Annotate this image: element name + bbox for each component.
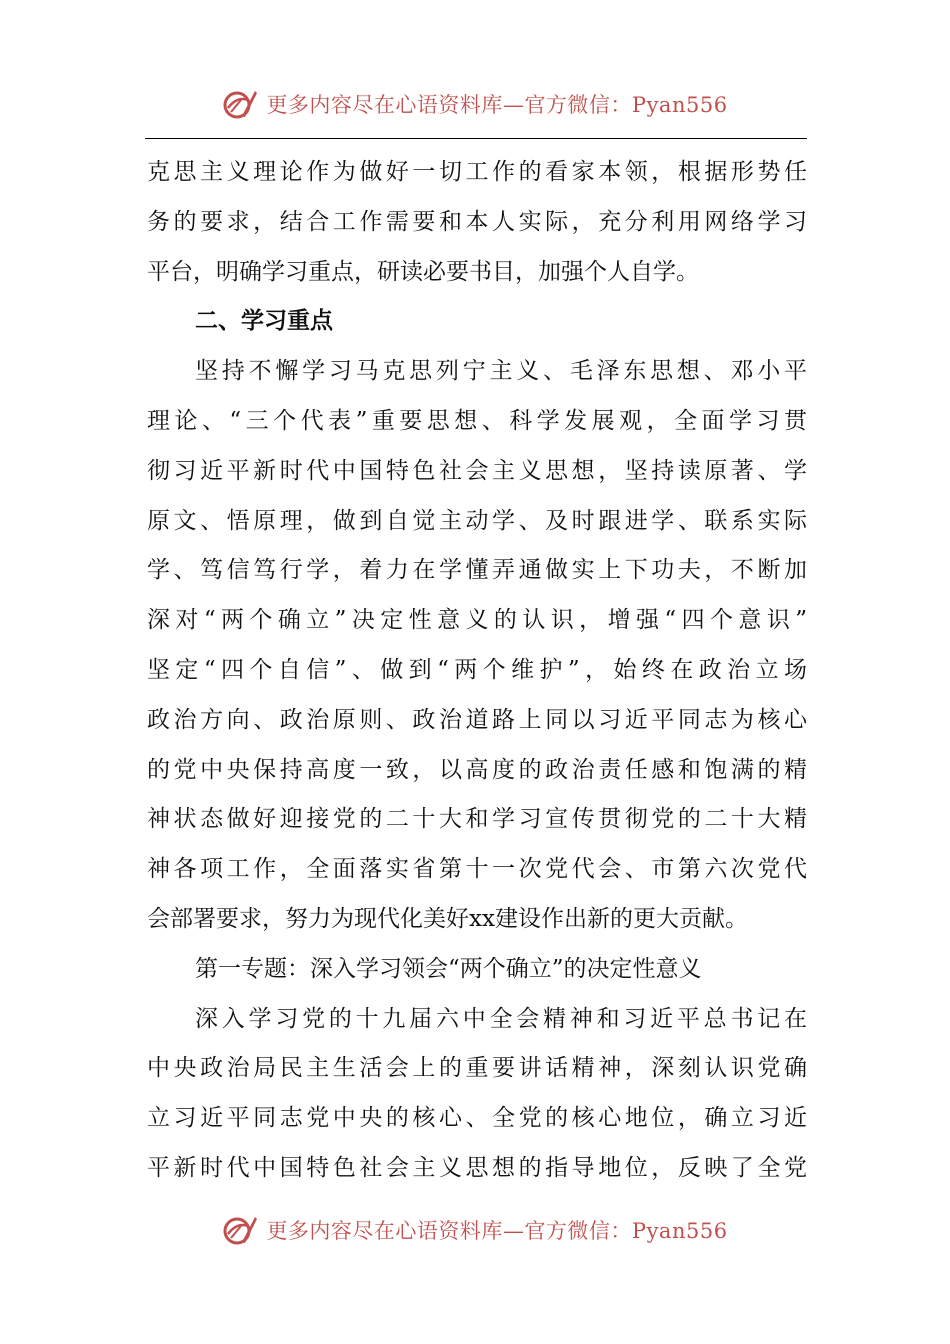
text-line: 神状态做好迎接党的二十大和学习宣传贯彻党的二十大精 (147, 806, 807, 833)
header-divider (145, 138, 807, 139)
footer-banner (0, 1208, 950, 1252)
header-banner-text (266, 89, 727, 119)
text-line: 的党中央保持高度一致，以高度的政治责任感和饱满的精 (147, 756, 807, 783)
header-banner (0, 82, 950, 126)
header-separator: — (502, 93, 525, 117)
footer-wechat: 官方微信：Pyan556 (524, 1219, 728, 1243)
footer-title: 更多内容尽在心语资料库 (266, 1219, 503, 1243)
text-line: 彻习近平新时代中国特色社会主义思想，坚持读原著、学 (147, 457, 807, 484)
text-line: 务的要求，结合工作需要和本人实际，充分利用网络学习 (147, 208, 807, 235)
footer-banner-text (266, 1215, 727, 1245)
text-line: 会部署要求，努力为现代化美好xx建设作出新的更大贡献。 (147, 905, 748, 932)
text-line: 中央政治局民主生活会上的重要讲话精神，深刻认识党确 (147, 1055, 807, 1082)
header-title: 更多内容尽在心语资料库 (266, 93, 503, 117)
text-line: 平台，明确学习重点，研读必要书目，加强个人自学。 (147, 258, 699, 285)
pen-logo-icon (222, 1212, 258, 1248)
text-line: 深对“两个确立”决定性意义的认识，增强“四个意识” (147, 607, 807, 634)
text-line: 克思主义理论作为做好一切工作的看家本领，根据形势任 (147, 159, 807, 185)
text-line: 立习近平同志党中央的核心、全党的核心地位，确立习近 (147, 1105, 807, 1132)
text-line: 原文、悟原理，做到自觉主动学、及时跟进学、联系实际 (147, 507, 807, 534)
text-line: 理论、“三个代表”重要思想、科学发展观，全面学习贯 (147, 407, 807, 434)
topic-heading: 第一专题：深入学习领会“两个确立”的决定性意义 (195, 955, 702, 982)
text-line: 神各项工作，全面落实省第十一次党代会、市第六次党代 (147, 856, 807, 883)
document-body (147, 148, 807, 1194)
text-line: 平新时代中国特色社会主义思想的指导地位，反映了全党 (147, 1154, 807, 1181)
header-wechat: 官方微信：Pyan556 (524, 93, 728, 117)
text-line: 坚持不懈学习马克思列宁主义、毛泽东思想、邓小平 (195, 358, 807, 385)
pen-logo-icon (222, 86, 258, 122)
text-line: 学、笃信笃行学，着力在学懂弄通做实上下功夫，不断加 (147, 557, 807, 584)
text-line: 坚定“四个自信”、做到“两个维护”，始终在政治立场 (147, 656, 807, 683)
footer-separator: — (502, 1219, 525, 1243)
section-heading: 二、学习重点 (195, 308, 333, 335)
text-line: 政治方向、政治原则、政治道路上同以习近平同志为核心 (147, 706, 807, 733)
text-line: 深入学习党的十九届六中全会精神和习近平总书记在 (195, 1005, 807, 1032)
